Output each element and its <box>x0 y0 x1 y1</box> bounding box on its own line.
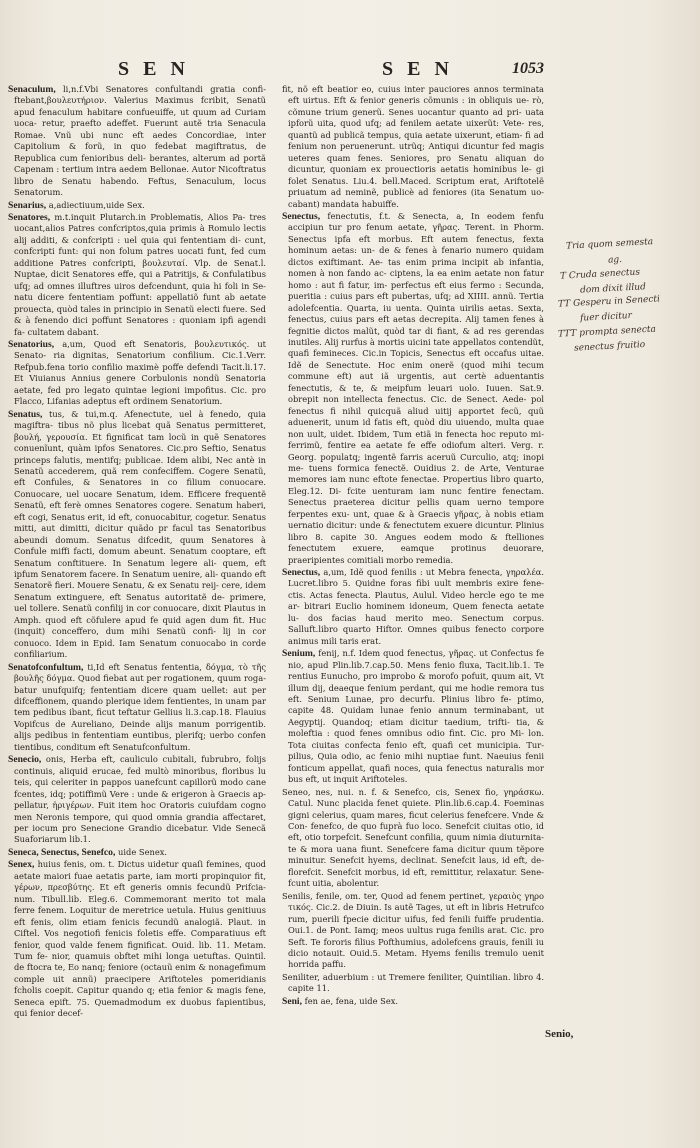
entry-text: Seneo, nes, nui. n. f. & Senefco, cis, Senex fio, γηράσκω. Catul. Nunc placida fenet quiete. Plin.lib.6.cap.4. Foeminas gigni celerius, quam mares, ficut celerius fenefcere. Vnde & Con- fenefco, de quo fuprà fuo loco. Senefcit ciuitas otio, id eft, otio torpefcit. Senefcunt confilia, quum nimia diuturnita- te & mora uana fiunt. Senefcere fama dicitur quum tẽpore minuitur. Senefcit hyems, declinat. Senefcit laus, id eft, de- florefcit. Senefcit morbus, id eft, remittitur, relaxatur. Sene- fcunt uitia, abolentur. <box>282 786 544 889</box>
lemma: Senectus, <box>282 210 321 222</box>
entry-text: li,n.f.Vbi Senatores confultandi gratia confi- ftebant,βουλευτήριον. Valerius Maximus fcribit, Senatũ apud fenaculum habitare confueuiffe, ut quum ad Curiam uoca- retur, praefto adeffet. Fuerunt autẽ tria Senacula Romae. Vnũ ubi nunc eft aedes Concordiae, inter Capitolium & forũ, in quo fedebat magiftratus, de Republica cum fenioribus deli- berantes, alterum ad portã Capenam : tertium intra aedem Bellonae. Autor Nicoftratus libro de Senatu habendo. Feftus, Senaculum, locus Senatorum. <box>14 84 266 198</box>
lemma: Seni, <box>282 995 302 1007</box>
page-number: 1053 <box>512 60 544 77</box>
lemma: Senaculum, <box>8 84 56 95</box>
entry-senex <box>8 859 266 1019</box>
entry-text: m.t.inquit Plutarch.in Problematis, Alios Pa- tres uocant,alios Patres confcriptos,quia primis à Romulo lectis alij additi, & confcripti : uel quia qui fententiam di- cunt, confcripti funt: qui non folum patres uocati funt, fed cum additione Patres confcripti, βουλευταί. Vlp. de Senat.l. Nuptae, dicit Senatores effe, qui a Patritijs, & Confulatibus ufq; ad omnes illuftres uiros defcendunt, quia hi foli in Se- natu dicere fententiam poffunt: appellatiõ funt ab aetate prouecta, quòd tales in principio in Senatũ electi fuere. Sed & à fenendo dici poffunt Senatores : quoniam ipfi agendi fa- cultatem dabant. <box>14 211 266 337</box>
entry-senarius <box>8 200 266 211</box>
lemma: Senex, <box>8 859 35 871</box>
entry-text: fit, nõ eft beatior eo, cuius inter pauciores annos terminata eft uirtus. Eft & fenior generis cõmunis : in obliquis ue- rò, cõmune trium generũ. Senes uocantur quanto ad pri- uata ipforũ uita, quod ufq; ad fenilem aetate uixerũt: Vete- res, quantũ ad publicã tempus, quia aetate uixerunt, etiam- fi ad fenium non peruenerunt. utrũq; Antiqui dicuntur fed magis ueteres quam fenes. Seniores, pro Senatu aliquan do dicuntur, quoniam ex prouectioris aetatis hominibus le- gi folet Senatus. Liu.4. bell.Maced. Scriptum erat, Ariftotelẽ priuatum ad neminẽ, publicè ad feniores (ita Senatum uo- cabant) mandata habuiffe. <box>282 84 544 209</box>
lemma: Seneca, Senectus, Senefco, <box>8 846 116 858</box>
handwritten-note: senectus fruitio <box>573 339 646 354</box>
entry-text: a,um, Quod eft Senatoris, βουλευτικός. ut Senato- ria dignitas, Senatorium confilium. Cic.1.Verr. Refpub.fena torio confilio maximè poffe defendi Tacit.li.17. Et Viuianus Annius genere Corbulonis nondũ Senatoria aetate, fed pro legato quintae legioni impofitus. Cic. pro Flacco, Lifanias adeptus eft ordinem Senatorium. <box>14 338 266 407</box>
entry-seniliter <box>282 972 544 995</box>
entry-seni <box>282 996 544 1007</box>
entry-text: fen ae, fena, uide Sex. <box>304 995 399 1006</box>
entry-senatorius <box>8 339 266 408</box>
lemma: Senectus, <box>282 567 321 579</box>
entry-text: Senilis, fenile, om. ter, Quod ad fenem pertinet, γεραιὸς γηρο τικός. Cic.2. de Diuin. Is autẽ Tages, ut eft in libris Hetrufco rum, puerili fpecie dicitur uifus, fed fenili fuiffe prudentia. Oui.1. de Pont. Iamq; meos uultus ruga fenilis arat. Cic. pro Seft. Te fororis filius Pofthumius, adolefcens grauis, fenili iu dicio notauit. Ouid.5. Metam. Hyems fenilis tremulo uenit horrida paffu. <box>282 890 544 970</box>
headword-right: SEN <box>382 58 463 80</box>
entry-text: fenectutis, f.t. & Senecta, a, In eodem fenfu accipiun tur pro fenum aetate, γῆρας. Terent. in Phorm. Senectus ipfa eft morbus. Eft autem fenectus, fexta hominum aetas: un- de & fenes à fenario numero quidam dictos exiftimant. Ae- tas enim prima incipit ab infantia, nomen à non fando ac- ciptens, la ea enim aetate non fatur homo : aut fi fatur, im- perfectus eft eius fermo : Secunda, pueritia : cuius pars eft pubertas, ufq; ad XIIII. annũ. Tertia adolefcentia. Quarta, iu uenta. Quinta uirilis aetas. Sexta, fenectus, cuius pars eft aetas decrepita. Alij tamen fenes à fegnitie dictos malũt, quòd tar di fiant, & ad res gerendas inutiles. Alij rurfus à mortis uicini tate appellatos contendũt, quafi femineces. Cic.in Topicis, Senectus eft occafus uitae. Idẽ de Senectute. Hoc enim onerẽ (quod mihi tecum commune eft) aut iã urgentis, aut certè aduentantis fenectutis, & te, & meipfum leuari uolo. Iuuen. Sat.9. obrepit non intellecta fenectus. Cic. de Senect. Aede- pol fenectus fi nihil quicquã aliud uitij apportet fecũ, quũ aduenerit, unum id fatis eft, quòd diu uiuendo, multa quae non uult, uidet. Ibidem, Tum etiã in fenecta hoc reputo mi- ferrimũ, fentire ea aetate fe effe odiofum alteri. Verg. r. Georg. populatq; ingentẽ farris aceruũ Curculio, atq; inopi me- tuens formica fenectẽ. Ouidius 2. de Arte, Venturae memores iam nunc eftote fenectae. Propertius libro quarto, Eleg.12. Di- fcite uenturam iam nunc fentire fenectam. Senectus praeterea dicitur pellis quam uerno tempore ferpentes exu- unt, quae & à Graecis γῆρας, à nobis etiam uernatio dicitur: unde & fenectutem exuere dicuntur. Plinius libro 8. capite 30. Angues eodem modo & ftelliones fenectutem exuere, eamque protinus deuorare, praeripientes comitiali morbo remedia. <box>288 210 544 565</box>
entry-senatus <box>8 409 266 661</box>
handwritten-note: T Cruda senectus <box>559 267 641 282</box>
handwritten-note: fuer dicitur <box>579 310 633 324</box>
lemma: Senatores, <box>8 211 51 223</box>
entry-senilis <box>282 891 544 971</box>
handwritten-note: ag. <box>607 254 623 266</box>
handwritten-note: TT Gesperu in Senecti <box>557 294 661 310</box>
entry-text: uide Senex. <box>118 846 168 857</box>
entry-text: onis, Herba eft, cauliculo cubitali, fubrubro, folijs continuis, aliquid erucae, fed multò minoribus, floribus lu teis, qui celeriter in pappos uanefcunt capillorũ modo cane fcentes, idq; potiffimũ Vere : unde & erigeron à Graecis ap- pellatur, ἠριγέρων. Fuit item hoc Oratoris cuiufdam cogno men Neronis tempore, qui quod omnia grandia affectaret, per iocum pro Senecione Grandio dicebatur. Vide Senecã Suaforiarum lib.1. <box>14 754 266 845</box>
handwritten-note: TTT prompta senecta <box>557 324 657 340</box>
entry-senex-continued <box>282 84 544 210</box>
entry-text: ti,Id eft Senatus fententia, δόγμα, τὸ τῆς βουλῆς δόγμα. Quod fiebat aut per rogationem, quum roga- batur unufquifq; fententiam dicere quam uellet: aut per difceffionem, quando plerique idem fentientes, in unam par tem pedibus ibant, ficut teftatur Gellius li.3.cap.18. Flauius Vopifcus de Aureliano, Deinde alijs manum porrigentib. alijs pedibus in fententiam euntibus, plerifq; uerbo confen tientibus, conditum eft Senatufconfultum. <box>14 661 267 752</box>
entry-senatusconsultum <box>8 662 266 754</box>
right-column <box>282 84 544 1008</box>
lemma: Senatus, <box>8 408 43 420</box>
entry-text: Seniliter, aduerbium : ut Tremere feniliter, Quintilian. libro 4. capite 11. <box>282 971 544 994</box>
entry-senium <box>282 648 544 785</box>
entry-text: a,um, Idẽ quod fenilis : ut Mebra fenecta, γηραλέα. Lucret.libro 5. Quidne foras fibi uult membris exire fene- ctis. Actas fenecta. Plautus, Aulul. Video hercle ego te me ar- bitrari Euclio hominem idoneum, Quem fenecta aetate lu- dos facias haud merito meo. Senectum corpus. Salluft.libro quarto Hiftor. Omnes quibus fenecto corpore animus mili taris erat. <box>288 567 544 646</box>
entry-text: huius fenis, om. t. Dictus uidetur quaſi femines, quod aetate maiori fuae aetatis parte, iam morti propinquior fit, γέρων, πρεσβύτης. Et eft generis omnis fecundũ Prifcia- num. Tibull.lib. Eleg.6. Commemorant merito tot mala ferre fenem. Loquitur de meretrice uetula. Huius genitiuus eft fenis, olim etiam fenicis fecundũ analogiã. Plaut. in Ciftel. Vos negotiofi fenicis foletis effe. Comparatiuus eft fenior, quod valde fenem fignificat. Ouid. lib. 11. Metam. Tum fe- nior, quamuis obftet mihi longa uetuftas. Quintil. de ftocra te, Eo nanq; feniore (octauũ enim & nonagefimum comple uit annũ) praecipere Ariftoteles pomeridianis fcholis coepit. Capitur quando q; etia fenior & magis fene, Seneca epift. 75. Quemadmodum ex duobus fapientibus, qui fenior decef- <box>14 859 266 1019</box>
entry-text: a,adiectiuum,uide Sex. <box>48 199 145 210</box>
lemma: Senarius, <box>8 199 47 211</box>
left-column <box>8 84 266 1021</box>
lemma: Senatofconfultum, <box>8 661 84 673</box>
entry-seneca <box>8 847 266 858</box>
entry-seneo <box>282 787 544 890</box>
entry-senatores <box>8 212 266 338</box>
lemma: Senecio, <box>8 754 42 766</box>
catchword: Senio, <box>545 1028 574 1040</box>
lemma: Senium, <box>282 648 316 660</box>
margin-annotations <box>556 232 696 362</box>
entry-senaculum <box>8 84 266 199</box>
entry-text: fenij, n.f. Idem quod fenectus, γῆρας. ut Confectus fe nio, apud Plin.lib.7.cap.50. Mens fenio fluxa, Tacit.lib.1. Te rentius Eunucho, pro improbo & morofo pofuit, quum ait, Vt illum dij, deaeque fenium perdant, qui me hodie remora tus eft. Senium Lunae, pro decurfu. Plinius libro fe- ptimo, capite 48. Quidam lunae fenio annum terminabant, ut Aegyptij. Quandoq; etiam dicitur taedium, trifti- tia, & moleftia : quod fenes omnibus odio fint. Cic. pro Mi- lon. Tota ciuitas confecta fenio eft, quafi cet municipia. Tur- pilius, Quia odio, ac fenio mihi nuptiae funt. Naeuius fenii fonticum appellat, quafi noces, quia fenectus naturalis mor bus eft, ut inquit Ariftoteles. <box>288 648 544 785</box>
entry-text: tus, & tui,m.q. Afenectute, uel à fenedo, quia magiftra- tibus nõ plus licebat quã Senatus permitteret, βουλή, γερουσία. Et fignificat tam locũ in quẽ Senatores conuenĩunt, quàm ipfos Senatores. Cic.pro Seftio, Senatus princeps falutis, mentifq; publicae. Idem alibi, Nec antè in Senatũ accederem, quã rem confeciffem. Cogere Senatũ, eft Confules, & Senatores in co filium conuocare. Conuocare, uel uocare Senatum, idem. Efficere frequentẽ Senatũ, eft ferè omnes Senatores cogere. Senatum haberi, eft cogi, Senatus erit, id eft, conuocabitur, cogetur. Senatus mitti, aut dimitti, dicitur quãdo pr facul tas Senatoribus abeundi domum. Senatus difcedit, quum Senatores à Confule miffi facti, domum abeunt. Senatum cooptare, eft Senatum conftituere. In Senatum legere ali- quem, eft ipfum Senatorem facere. In Senatum uenire, ali- quando eft Senatorẽ fieri. Mouere Senatu, & ex Senatu reij- cere, idem Senatum extinguere, eft Senatus autoritatẽ de- primere, uel tollere. Senatũ confilij in cor conuocare, dixit Plautus in Amph. quod eft cõfulere apud fe quid agen dum fit. Huc (inquit) conceffero, dum mihi Senatũ confi- lij in cor conuoco. Idem in Epid. Iam Senatum conuocabo in corde confiliarium. <box>14 408 267 660</box>
handwritten-note: dom dixit illud <box>579 282 647 296</box>
entry-senectus <box>282 211 544 566</box>
entry-senectus-adj <box>282 567 544 647</box>
handwritten-note: Tria quom semesta <box>565 237 654 252</box>
entry-senecio <box>8 754 266 846</box>
headword-left: SEN <box>118 58 199 80</box>
lemma: Senatorius, <box>8 338 55 350</box>
